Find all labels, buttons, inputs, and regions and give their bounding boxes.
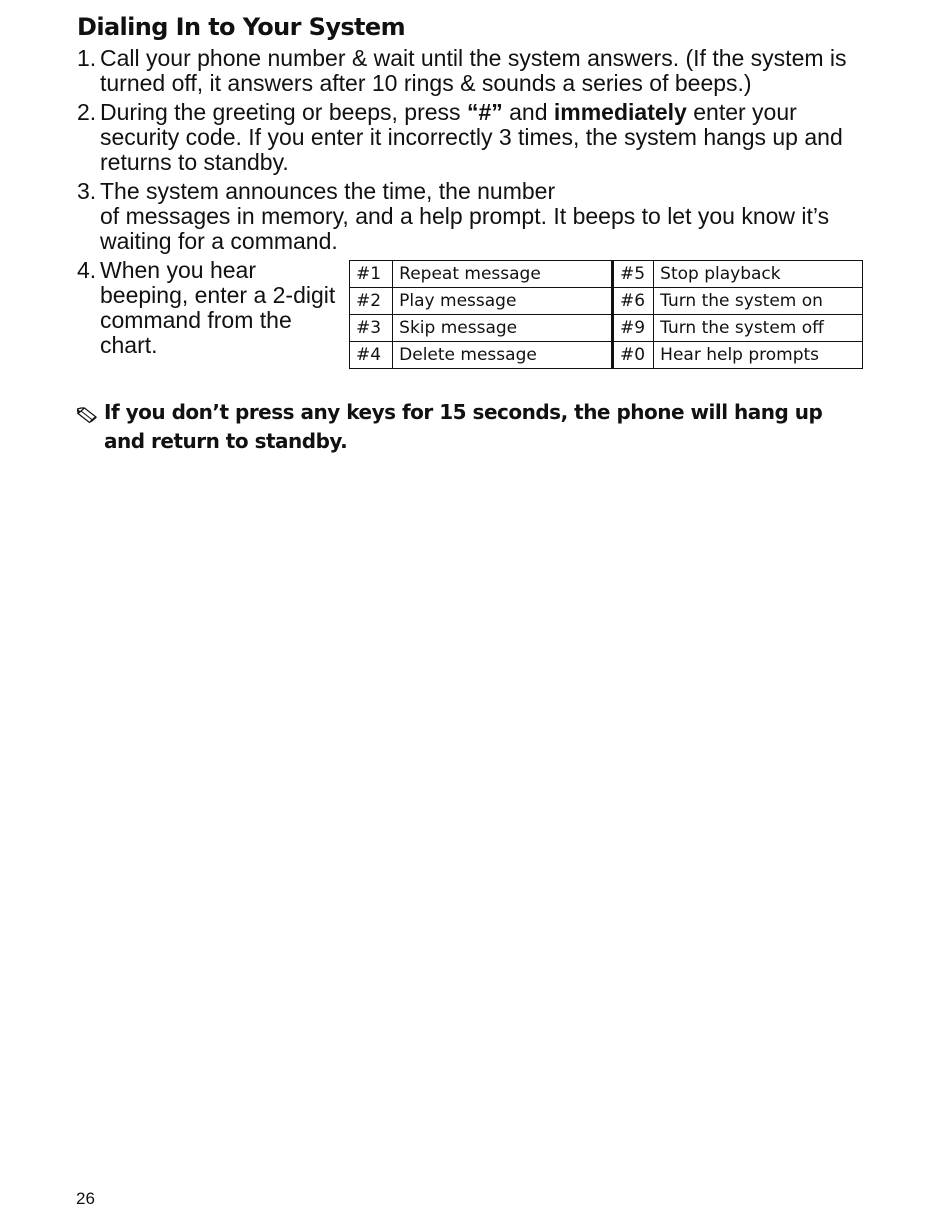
command-code: #3 <box>350 315 393 342</box>
table-row <box>350 315 863 342</box>
table-row <box>350 288 863 315</box>
step-3 <box>77 179 882 254</box>
command-action: Play message <box>393 288 613 315</box>
step-text: Call your phone number & wait until the system answers. (If the system is turned off, it answers after 10 rings & sounds a series of beeps.) <box>100 45 847 96</box>
table-row <box>350 261 863 288</box>
command-action: Stop playback <box>654 261 863 288</box>
command-code: #6 <box>613 288 654 315</box>
command-chart <box>349 260 863 369</box>
step-text-line: of messages in memory, and a help prompt. It beeps to let you know it’s waiting for a command. <box>100 203 830 254</box>
step-text: When you hear beeping, enter a 2-digit command from the chart. <box>100 257 336 358</box>
step-number: 3. <box>77 178 97 204</box>
step-1 <box>77 46 882 96</box>
command-code: #0 <box>613 342 654 369</box>
step-text-part: enter your security code. If you enter it incorrectly 3 times, the system hangs up and returns to standby. <box>100 99 843 175</box>
note <box>77 398 857 456</box>
step-2 <box>77 100 882 175</box>
pound-key: “#” <box>466 99 503 125</box>
table-row <box>350 342 863 369</box>
step-text <box>100 178 829 254</box>
command-action: Turn the system on <box>654 288 863 315</box>
step-text <box>100 99 843 175</box>
page-heading: Dialing In to Your System <box>77 13 406 41</box>
step-number: 4. <box>77 257 97 283</box>
command-action: Turn the system off <box>654 315 863 342</box>
command-action: Hear help prompts <box>654 342 863 369</box>
page-number: 26 <box>76 1189 95 1208</box>
step-number: 2. <box>77 99 97 125</box>
note-text: If you don’t press any keys for 15 seconds, the phone will hang up and return to standby. <box>104 400 823 453</box>
command-code: #2 <box>350 288 393 315</box>
command-code: #9 <box>613 315 654 342</box>
command-action: Skip message <box>393 315 613 342</box>
command-code: #1 <box>350 261 393 288</box>
emphasis-immediately: immediately <box>553 99 687 125</box>
step-number: 1. <box>77 45 97 71</box>
command-code: #4 <box>350 342 393 369</box>
step-text-line: The system announces the time, the number <box>100 178 556 204</box>
step-text-part: and <box>502 99 554 125</box>
command-action: Delete message <box>393 342 613 369</box>
command-action: Repeat message <box>393 261 613 288</box>
step-4 <box>77 258 345 358</box>
step-text-part: During the greeting or beeps, press <box>100 99 467 125</box>
command-code: #5 <box>613 261 654 288</box>
note-pencil-icon <box>77 403 97 423</box>
